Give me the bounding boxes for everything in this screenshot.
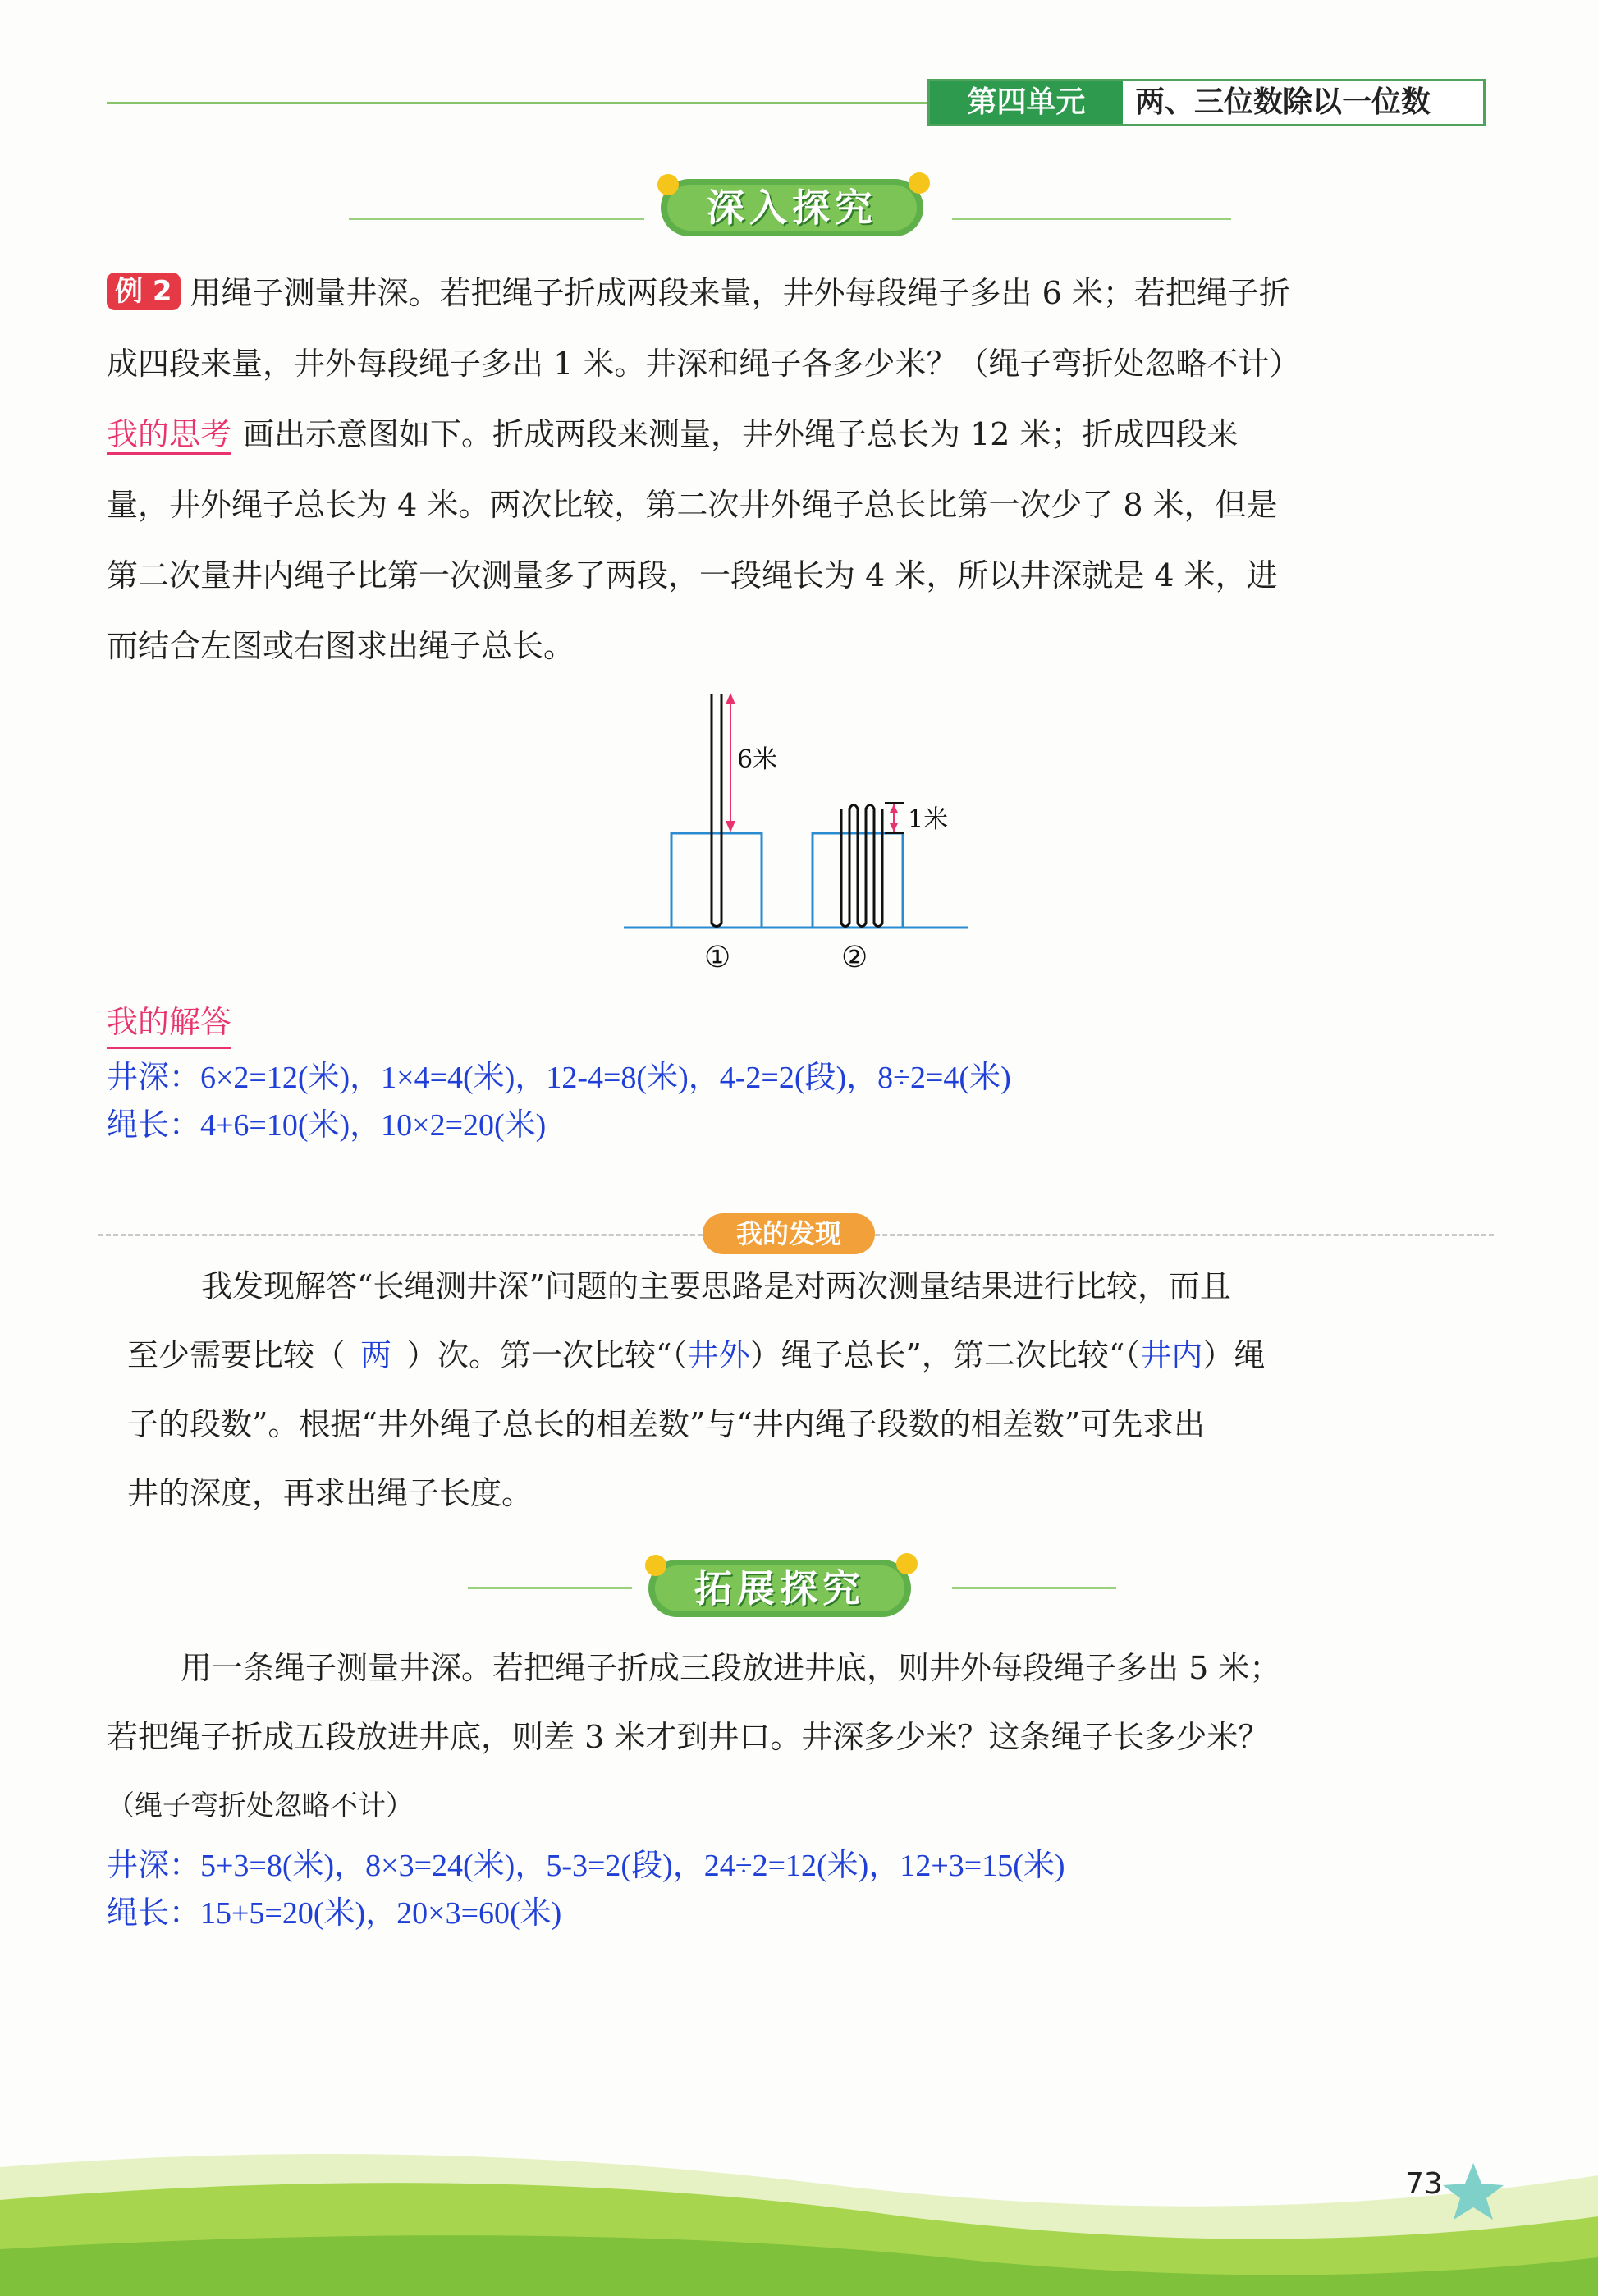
header-rule — [107, 102, 927, 104]
footer-wave — [0, 2126, 1598, 2296]
well-1 — [671, 833, 762, 928]
thinking-line: 量，井外绳子总长为 4 米。两次比较，第二次井外绳子总长比第一次少了 8 米，但是 — [107, 487, 1278, 523]
unit-topic: 两、三位数除以一位数 — [1135, 85, 1431, 119]
extension-line: 若把绳子折成五段放进井底，则差 3 米才到井口。井深多少米？这条绳子长多少米？ — [107, 1719, 1270, 1755]
banner-rule-right — [952, 218, 1231, 220]
banner-rule-right — [952, 1587, 1116, 1589]
extension-problem — [107, 1634, 1486, 1771]
example-problem — [107, 258, 1486, 681]
banner-rule-left — [468, 1587, 632, 1589]
discovery-line: 子的段数”。根据“井外绳子总长的相差数”与“井内绳子段数的相差数”可先求出 — [127, 1406, 1206, 1442]
discovery-badge: 我的发现 — [703, 1213, 875, 1254]
extension-line: 用一条绳子测量井深。若把绳子折成三段放进井底，则井外每段绳子多出 5 米； — [181, 1650, 1281, 1686]
answer-line-depth: 井深：6×2=12(米)，1×4=4(米)，12-4=8(米)，4-2=2(段)，8÷2=4(米) — [107, 1061, 1011, 1095]
unit-header — [927, 79, 1486, 126]
figure-label-1: ① — [704, 941, 731, 974]
label-6m: 6米 — [737, 745, 778, 774]
discovery-line: 井的深度，再求出绳子长度。 — [127, 1475, 533, 1511]
well-rope-diagram — [607, 681, 985, 985]
fill-blank-1: 两 — [360, 1337, 392, 1373]
section-banner-deep-explore — [661, 179, 923, 236]
discovery-text — [127, 1252, 1473, 1528]
example-line: 成四段来量，井外每段绳子多出 1 米。井深和绳子各多少米？（绳子弯折处忽略不计） — [107, 346, 1301, 382]
thinking-line: 第二次量井内绳子比第一次测量多了两段，一段绳长为 4 米，所以井深就是 4 米，进 — [107, 557, 1278, 593]
extension-note: （绳子弯折处忽略不计） — [107, 1790, 414, 1822]
section-title: 拓展探究 — [694, 1566, 865, 1611]
section-title: 深入探究 — [707, 186, 877, 230]
example-badge: 例 2 — [107, 273, 181, 310]
thinking-line: 画出示意图如下。折成两段来测量，井外绳子总长为 12 米；折成四段来 — [243, 416, 1239, 452]
extension-answer-rope: 绳长：15+5=20(米)，20×3=60(米) — [107, 1896, 562, 1931]
rope-folded-four — [841, 805, 882, 927]
answer-line-rope: 绳长：4+6=10(米)，10×2=20(米) — [107, 1108, 547, 1143]
thinking-line: 而结合左图或右图求出绳子总长。 — [107, 628, 575, 664]
rope-folded-two — [712, 694, 721, 927]
answer-label: 我的解答 — [107, 997, 231, 1049]
discovery-line: 我发现解答“长绳测井深”问题的主要思路是对两次测量结果进行比较，而且 — [201, 1268, 1231, 1304]
fill-blank-2: 井外 — [687, 1337, 750, 1373]
banner-rule-left — [349, 218, 644, 220]
fill-blank-3: 井内 — [1140, 1337, 1203, 1373]
figure-label-2: ② — [841, 941, 868, 974]
section-banner-extended-explore — [648, 1560, 911, 1617]
page-number: 73 — [1405, 2167, 1443, 2201]
label-1m: 1米 — [908, 805, 949, 834]
example-line: 用绳子测量井深。若把绳子折成两段来量，井外每段绳子多出 6 米；若把绳子折 — [190, 275, 1290, 311]
discovery-line: 至少需要比较（ 两 ）次。第一次比较“（井外）绳子总长”，第二次比较“（井内）绳 — [127, 1337, 1266, 1373]
thinking-label: 我的思考 — [107, 416, 231, 455]
extension-answer-depth: 井深：5+3=8(米)，8×3=24(米)，5-3=2(段)，24÷2=12(米)，12+3=15(米) — [107, 1849, 1065, 1883]
unit-label: 第四单元 — [930, 81, 1123, 124]
